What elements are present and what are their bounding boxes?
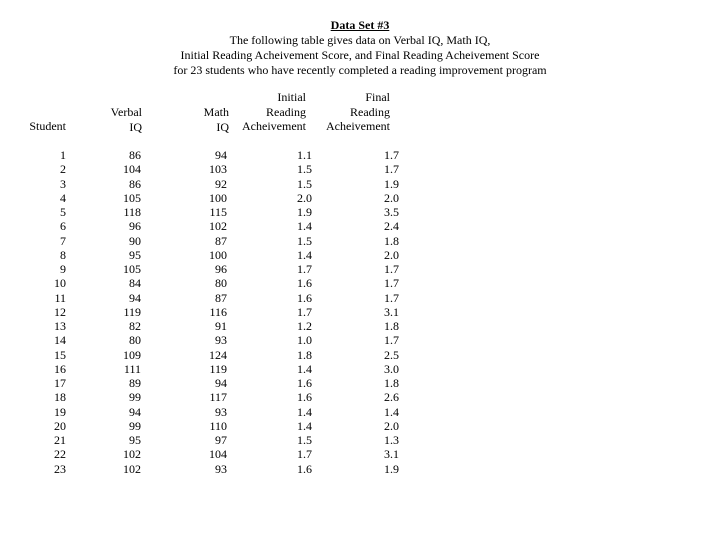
table-cell-verbal: 86 [129,176,141,191]
description-line-1: The following table gives data on Verbal IQ, Math IQ, [229,33,491,47]
table-cell-final: 1.3 [384,433,399,447]
table-cell-final: 1.7 [384,262,399,276]
table-cell-initial: 1.7 [297,447,312,462]
table-cell-student: 20 [54,418,66,433]
table-cell-final: 1.9 [384,461,399,476]
table-cell-student: 16 [54,361,66,376]
table-cell-final: 1.7 [384,148,399,162]
table-cell-math: 87 [215,233,227,248]
document-title: Data Set #3 [330,18,390,32]
table-cell-initial: 1.6 [297,376,312,390]
table-cell-initial: 1.5 [297,233,312,248]
final-reading-column [384,148,399,476]
table-cell-student: 2 [60,162,66,177]
table-cell-student: 12 [54,304,66,319]
table-cell-verbal: 102 [123,461,141,476]
column-header-initial-reading: Initial Reading Acheivement [242,90,306,133]
table-cell-math: 119 [209,361,227,376]
table-cell-final: 2.4 [384,219,399,234]
table-cell-student: 15 [54,347,66,362]
table-cell-initial: 1.7 [297,262,312,276]
table-cell-verbal: 104 [123,162,141,177]
table-cell-math: 93 [215,404,227,419]
table-cell-math: 102 [209,219,227,234]
table-cell-student: 21 [54,433,66,447]
column-header-verbal-iq: Verbal IQ [110,105,142,134]
table-cell-student: 9 [60,262,66,276]
table-cell-final: 1.7 [384,276,399,291]
table-cell-verbal: 105 [123,190,141,205]
table-cell-verbal: 90 [129,233,141,248]
table-cell-final: 3.1 [384,447,399,462]
table-cell-final: 1.8 [384,233,399,248]
table-cell-student: 17 [54,376,66,390]
table-cell-final: 2.0 [384,190,399,205]
table-cell-math: 93 [215,461,227,476]
table-cell-math: 110 [209,418,227,433]
table-cell-initial: 1.5 [297,433,312,447]
column-header-student: Student [29,119,66,133]
table-cell-student: 1 [60,148,66,162]
description-line-2: Initial Reading Acheivement Score, and Final Reading Acheivement Score [180,48,540,62]
table-cell-math: 116 [209,304,227,319]
table-cell-student: 10 [54,276,66,291]
table-cell-initial: 1.7 [297,304,312,319]
table-cell-verbal: 86 [129,148,141,162]
table-cell-verbal: 118 [123,205,141,219]
table-cell-student: 18 [54,390,66,405]
table-cell-math: 104 [209,447,227,462]
table-cell-final: 1.7 [384,333,399,348]
table-cell-student: 14 [54,333,66,348]
table-cell-initial: 1.6 [297,276,312,291]
table-cell-verbal: 82 [129,319,141,333]
table-cell-initial: 1.0 [297,333,312,348]
table-cell-verbal: 111 [123,361,141,376]
table-cell-final: 1.7 [384,290,399,305]
table-cell-initial: 1.5 [297,176,312,191]
table-cell-initial: 1.1 [297,148,312,162]
table-cell-initial: 1.4 [297,361,312,376]
table-cell-initial: 1.2 [297,319,312,333]
table-cell-final: 2.0 [384,247,399,262]
table-cell-verbal: 105 [123,262,141,276]
table-cell-student: 4 [60,190,66,205]
table-cell-student: 23 [54,461,66,476]
table-cell-final: 3.5 [384,205,399,219]
table-cell-verbal: 84 [129,276,141,291]
table-cell-verbal: 109 [123,347,141,362]
table-cell-student: 7 [60,233,66,248]
table-cell-math: 96 [215,262,227,276]
table-cell-verbal: 94 [129,404,141,419]
table-cell-math: 93 [215,333,227,348]
table-cell-student: 8 [60,247,66,262]
verbal-iq-column [123,148,141,476]
table-cell-initial: 1.6 [297,461,312,476]
table-cell-student: 6 [60,219,66,234]
table-cell-final: 1.9 [384,176,399,191]
table-cell-verbal: 94 [129,290,141,305]
math-iq-column [209,148,227,476]
table-cell-math: 97 [215,433,227,447]
table-cell-math: 124 [209,347,227,362]
table-cell-initial: 2.0 [297,190,312,205]
table-cell-initial: 1.4 [297,247,312,262]
table-cell-verbal: 96 [129,219,141,234]
table-cell-verbal: 95 [129,247,141,262]
table-cell-math: 94 [215,376,227,390]
table-cell-math: 103 [209,162,227,177]
table-cell-final: 1.7 [384,162,399,177]
table-cell-student: 5 [60,205,66,219]
table-cell-verbal: 80 [129,333,141,348]
table-cell-math: 87 [215,290,227,305]
table-cell-final: 1.4 [384,404,399,419]
table-cell-student: 22 [54,447,66,462]
table-cell-student: 19 [54,404,66,419]
table-cell-math: 80 [215,276,227,291]
table-cell-math: 100 [209,190,227,205]
table-cell-verbal: 89 [129,376,141,390]
table-cell-math: 94 [215,148,227,162]
table-cell-initial: 1.9 [297,205,312,219]
table-cell-final: 2.6 [384,390,399,405]
table-cell-initial: 1.6 [297,290,312,305]
table-cell-final: 2.5 [384,347,399,362]
table-cell-student: 11 [54,290,66,305]
column-header-math-iq: Math IQ [203,105,229,134]
table-cell-final: 1.8 [384,376,399,390]
table-cell-final: 1.8 [384,319,399,333]
table-cell-verbal: 102 [123,447,141,462]
table-cell-verbal: 119 [123,304,141,319]
table-cell-verbal: 95 [129,433,141,447]
table-cell-verbal: 99 [129,390,141,405]
description-line-3: for 23 students who have recently completed a reading improvement program [173,63,547,77]
table-cell-math: 117 [209,390,227,405]
table-cell-final: 3.1 [384,304,399,319]
table-cell-initial: 1.6 [297,390,312,405]
table-cell-student: 13 [54,319,66,333]
table-cell-initial: 1.4 [297,418,312,433]
table-cell-final: 2.0 [384,418,399,433]
initial-reading-column [297,148,312,476]
column-header-final-reading: Final Reading Acheivement [326,90,390,133]
table-cell-final: 3.0 [384,361,399,376]
document-header [0,18,720,78]
table-cell-math: 115 [209,205,227,219]
table-cell-math: 91 [215,319,227,333]
table-cell-initial: 1.4 [297,404,312,419]
table-cell-student: 3 [60,176,66,191]
table-cell-initial: 1.4 [297,219,312,234]
table-cell-initial: 1.5 [297,162,312,177]
table-cell-math: 100 [209,247,227,262]
student-column [54,148,66,476]
table-cell-verbal: 99 [129,418,141,433]
table-cell-initial: 1.8 [297,347,312,362]
table-cell-math: 92 [215,176,227,191]
